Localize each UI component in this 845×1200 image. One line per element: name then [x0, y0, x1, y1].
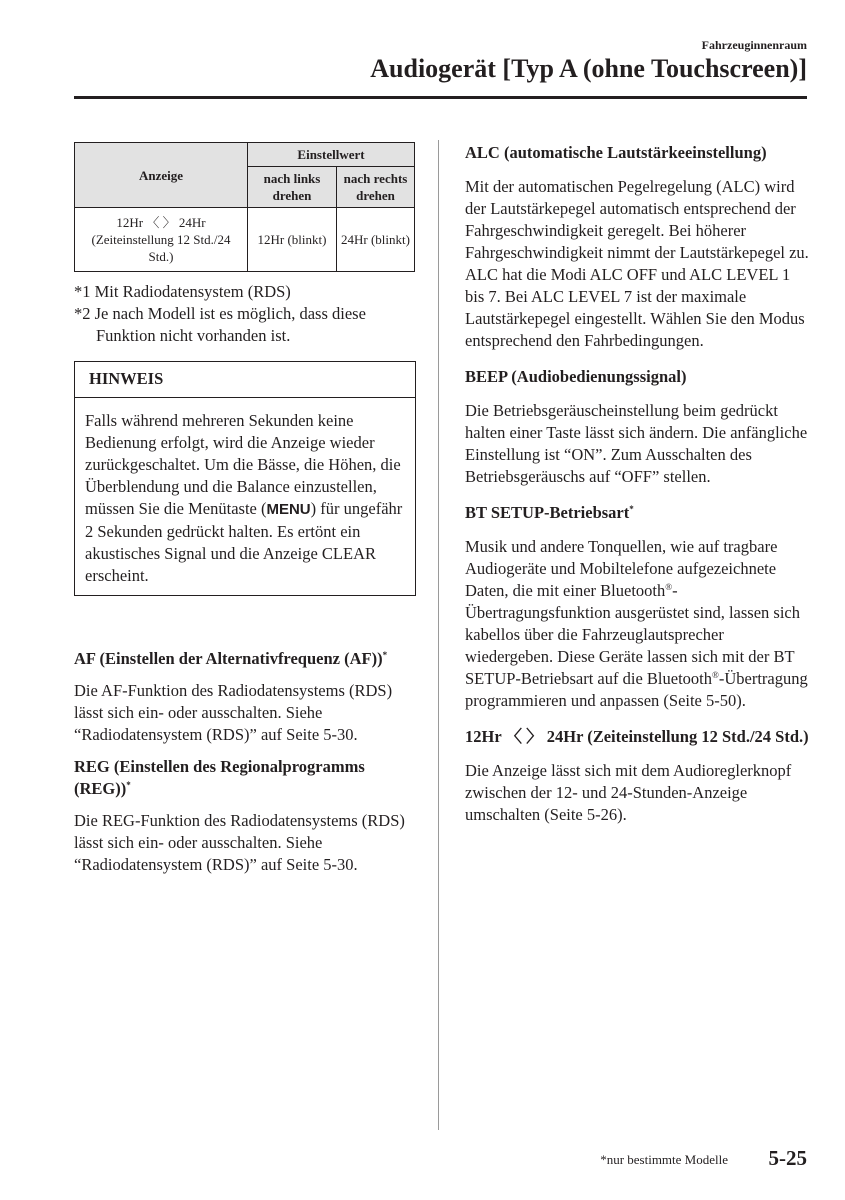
registered-mark-1: ®: [665, 582, 673, 592]
table-row: [75, 208, 415, 272]
section-bt-marker: *: [629, 504, 634, 514]
section-af-heading-text: AF (Einstellen der Alternativfrequenz (AF)): [74, 649, 383, 668]
table-cell-anzeige: [75, 208, 248, 272]
right-column: [465, 142, 810, 826]
section-reg-heading: [74, 756, 416, 800]
section-alc-heading: ALC (automatische Lautstärkeeinstellung): [465, 143, 767, 162]
table-header-rechts: nach rechts drehen: [337, 167, 415, 208]
left-column: [74, 142, 416, 876]
section-bt-body: [465, 536, 810, 712]
section-12hr-24hr-body: Die Anzeige lässt sich mit dem Audioreglerknopf zwischen der 12- und 24-Stunden-Anzeige umschalten (Seite 5-26).: [465, 761, 792, 824]
note-body: [75, 398, 415, 595]
footnotes: [74, 281, 416, 347]
footnote-2: [74, 303, 416, 347]
settings-table: [74, 142, 415, 272]
section-alc: [465, 142, 810, 352]
table-cell-anzeige-line1: 12Hr 〈 〉 24Hr: [116, 215, 206, 230]
footnote-2-mark: *2: [74, 304, 91, 323]
footnote-1: [74, 281, 416, 303]
section-reg-body: Die REG-Funktion des Radiodatensystems (RDS) lässt sich ein- oder ausschalten. Siehe “Radiodatensystem (RDS)” auf Seite 5-30.: [74, 811, 405, 874]
section-reg: [74, 756, 416, 876]
section-beep: [465, 366, 810, 488]
column-divider: [438, 140, 439, 1130]
section-bt-body-1: Musik und andere Tonquellen, wie auf tragbare Audiogeräte und Mobiltelefone aufgezeichnete Daten, die mit einer Bluetooth: [465, 537, 778, 600]
table-cell-links: 12Hr (blinkt): [248, 208, 337, 272]
note-text-before: Falls während mehreren Sekunden keine Bedienung erfolgt, wird die Anzeige wieder zurückgeschaltet. Um die Bässe, die Höhen, die Überblendung und die Balance einzustellen, müssen Sie die Menütaste (: [85, 411, 401, 518]
note-box: [74, 361, 416, 596]
note-text: [85, 410, 405, 587]
section-bt-heading-text: BT SETUP-Betriebsart: [465, 503, 630, 522]
section-reg-heading-text: REG (Einstellen des Regionalprogramms (REG)): [74, 757, 365, 798]
section-af-marker: *: [382, 650, 388, 660]
page-number: 5-25: [768, 1146, 807, 1170]
section-reg-marker: *: [126, 780, 131, 790]
footer-note: *nur bestimmte Modelle: [600, 1152, 728, 1167]
section-beep-body: Die Betriebsgeräuscheinstellung beim gedrückt halten einer Taste lässt sich ändern. Die anfängliche Einstellung ist “ON”. Zum Ausschalten des Betriebsgeräuschs auf “OFF” stellen.: [465, 401, 808, 486]
section-label: Fahrzeuginnenraum: [701, 38, 807, 52]
footnote-1-text: Mit Radiodatensystem (RDS): [94, 282, 291, 301]
section-bt: [465, 502, 810, 712]
table-header-einstellwert: Einstellwert: [248, 143, 415, 167]
section-af-body: Die AF-Funktion des Radiodatensystems (RDS) lässt sich ein- oder ausschalten. Siehe “Radiodatensystem (RDS)” auf Seite 5-30.: [74, 681, 393, 744]
section-af: [74, 648, 416, 746]
table-cell-anzeige-line2: (Zeiteinstellung 12 Std./24 Std.): [91, 232, 231, 264]
section-beep-heading: BEEP (Audiobedienungssignal): [465, 367, 687, 386]
registered-mark-2: ®: [712, 670, 719, 680]
note-heading: HINWEIS: [75, 362, 415, 398]
table-cell-rechts: 24Hr (blinkt): [337, 208, 415, 272]
section-alc-body: Mit der automatischen Pegelregelung (ALC) wird der Lautstärkepegel automatisch entsprechend der Fahrgeschwindigkeit geregelt. Bei höherer Fahrgeschwindigkeit nimmt der Lautstärkepegel zu. ALC hat die Modi ALC OFF und ALC LEVEL 1 bis 7. Bei ALC LEVEL 7 ist der maximale Lautstärkepegel eingestellt. Wählen Sie den Modus entsprechend den Fahrbedingungen.: [465, 177, 809, 350]
section-12hr-24hr: [465, 726, 810, 826]
section-bt-heading: [465, 502, 810, 524]
footnote-2-text: Je nach Modell ist es möglich, dass diese Funktion nicht vorhanden ist.: [94, 304, 366, 345]
footnote-1-mark: *1: [74, 282, 91, 301]
title-rule: [74, 96, 807, 99]
section-12hr-24hr-heading: 12Hr 〈 〉 24Hr (Zeiteinstellung 12 Std./24 Std.): [465, 727, 809, 746]
section-af-heading: [74, 648, 416, 670]
page-title: Audiogerät [Typ A (ohne Touchscreen)]: [370, 54, 807, 83]
section-bt-body-3: -Übertragung programmieren und anpassen (Seite 5-50).: [465, 669, 808, 710]
section-bt-body-2: -Übertragungsfunktion ausgerüstet sind, lassen sich kabellos über die Fahrzeuglautsprecher wiedergeben. Diese Geräte lassen sich mit der BT SETUP-Betriebsart auf die Bluetooth: [465, 581, 800, 688]
table-header-links: nach links drehen: [248, 167, 337, 208]
menu-key-label: MENU: [266, 501, 311, 518]
table-header-anzeige: Anzeige: [75, 143, 248, 208]
note-text-after: ) für ungefähr 2 Sekunden gedrückt halten. Es ertönt ein akustisches Signal und die Anzeige CLEAR erscheint.: [85, 499, 403, 585]
